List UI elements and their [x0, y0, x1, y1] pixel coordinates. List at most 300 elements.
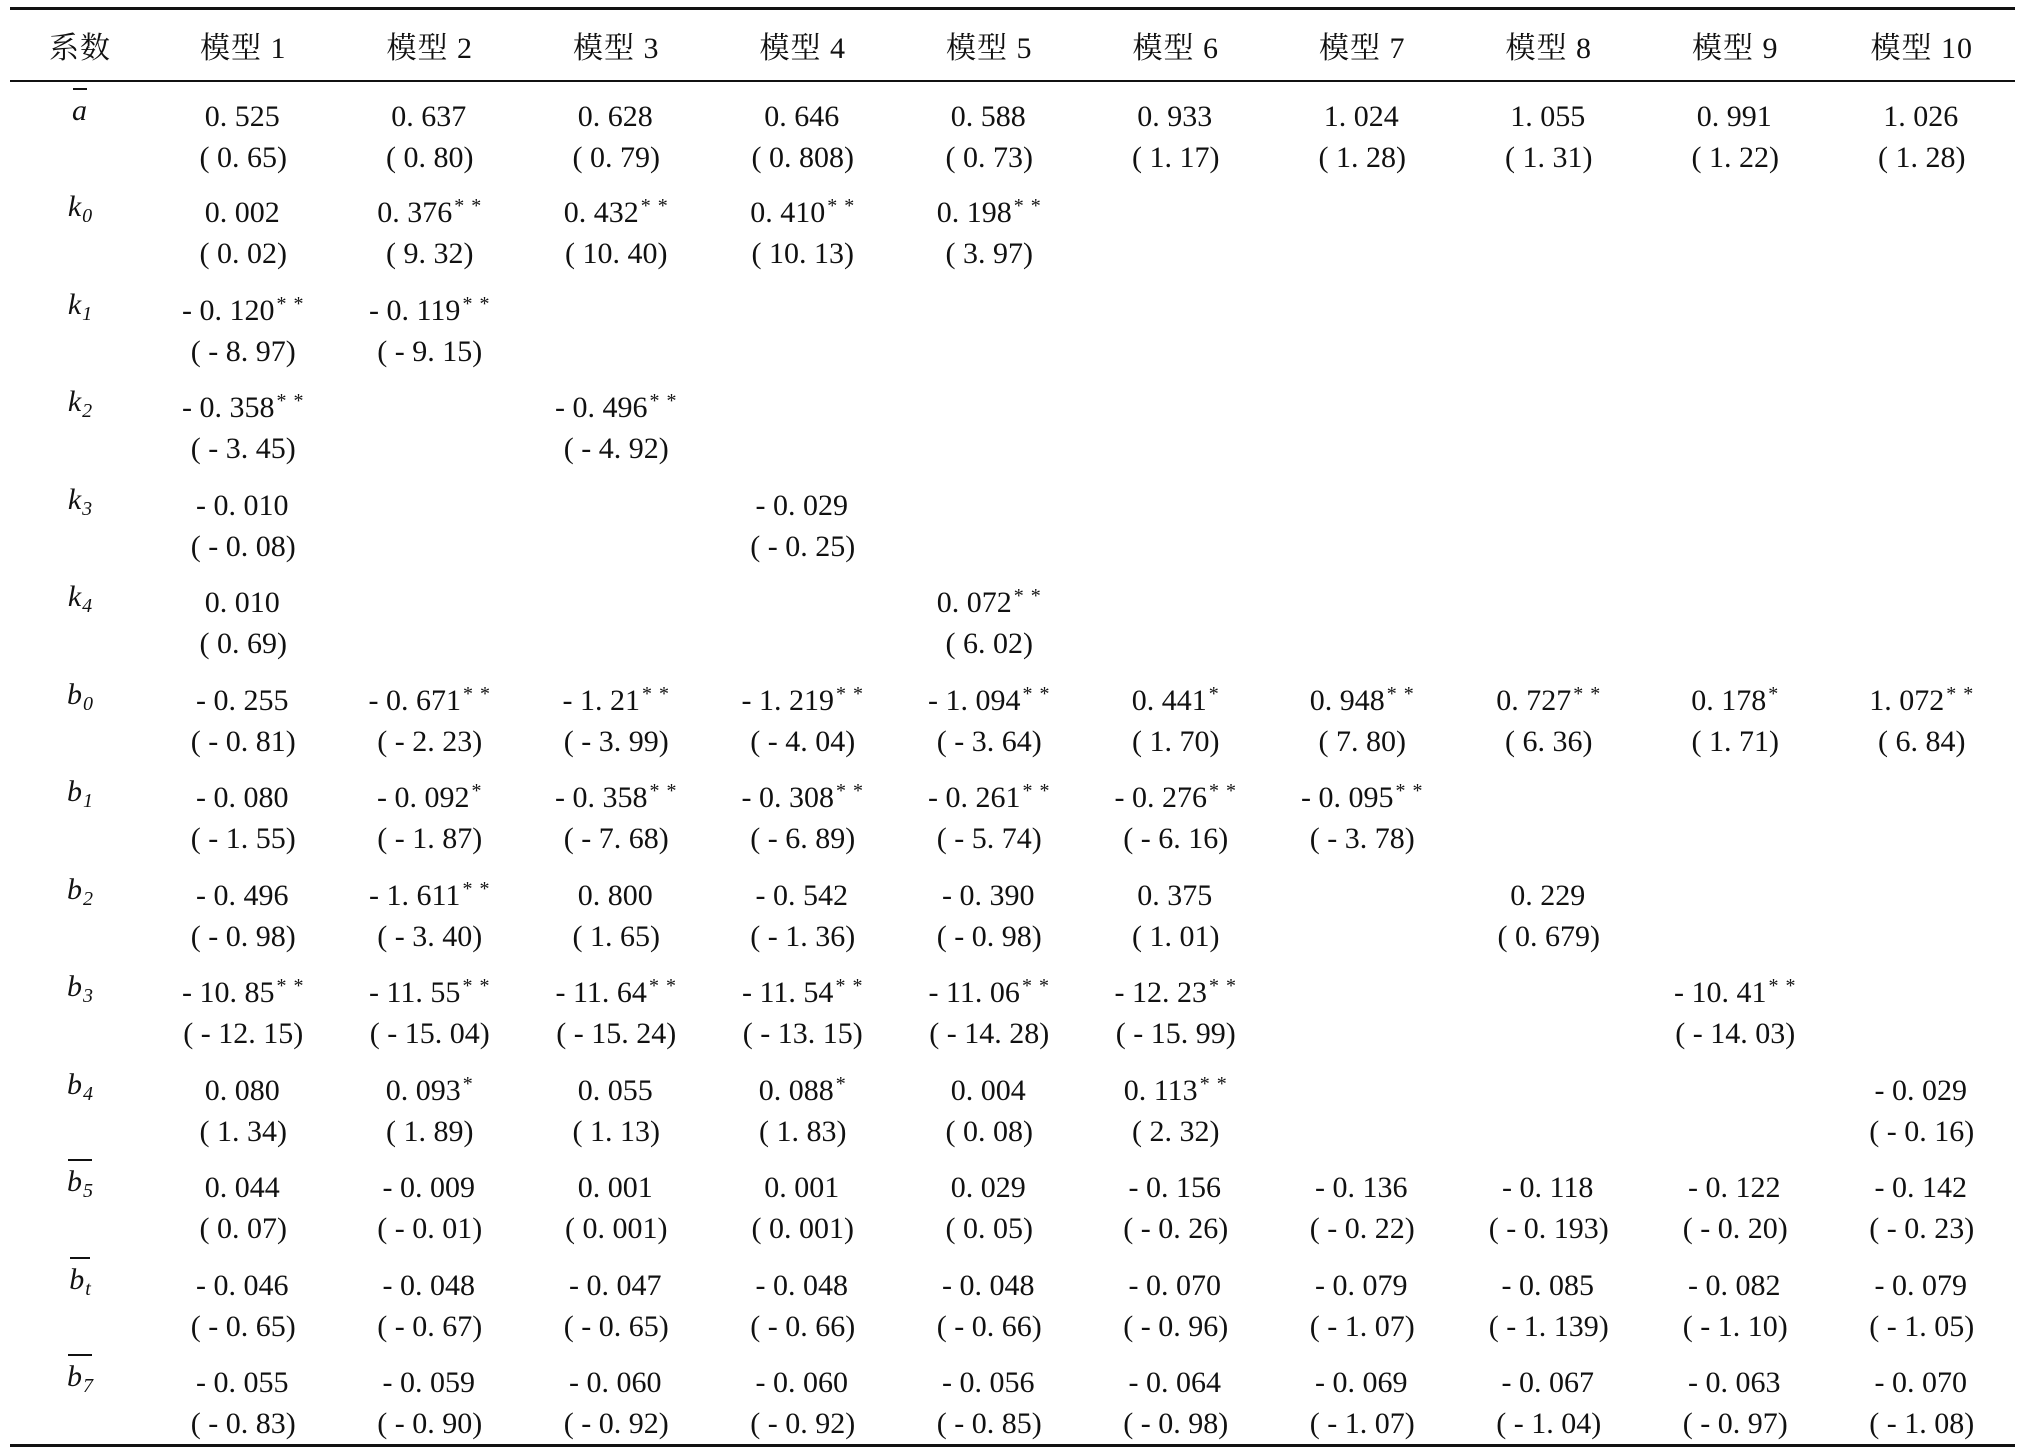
- table-cell: [896, 568, 1083, 666]
- column-header-model-9: 模型 9: [1642, 9, 1829, 81]
- coefficient-value: [337, 90, 524, 137]
- t-statistic: ( - 3. 99): [563, 724, 669, 758]
- significance-stars: *: [835, 1072, 847, 1095]
- coefficient-value: [337, 186, 524, 233]
- variable-name: b: [69, 1262, 85, 1296]
- coefficient-value: [896, 186, 1083, 233]
- significance-stars: * *: [462, 292, 491, 315]
- significance-stars: *: [1208, 682, 1220, 705]
- coefficient-value: [1642, 284, 1829, 331]
- t-statistic: ( - 5. 74): [936, 822, 1042, 855]
- table-cell: [1829, 1251, 2016, 1349]
- coefficient-number: - 0. 255: [196, 683, 289, 717]
- table-row: [10, 81, 2015, 179]
- variable-symbol: [69, 1259, 91, 1310]
- table-cell: [1456, 1056, 1643, 1154]
- coefficient-number: - 0. 029: [1874, 1073, 1967, 1107]
- significance-stars: * *: [462, 975, 491, 997]
- variable-name: k: [67, 580, 82, 613]
- table-cell: [1269, 1348, 1456, 1446]
- coefficient-number: - 0. 070: [1128, 1268, 1221, 1302]
- t-statistic: ( - 15. 24): [556, 1017, 677, 1050]
- variable-subscript: 7: [83, 1375, 93, 1397]
- t-statistic: ( - 0. 20): [1682, 1212, 1788, 1245]
- table-cell: [150, 1348, 337, 1446]
- t-statistic: ( - 12. 15): [183, 1017, 304, 1050]
- coefficient-value: [1642, 869, 1829, 916]
- t-statistic: ( 0. 679): [1497, 919, 1600, 953]
- coefficient-value: [523, 674, 710, 721]
- t-statistic: ( - 0. 66): [750, 1309, 856, 1343]
- t-statistic: ( - 1. 08): [1869, 1407, 1975, 1440]
- table-cell: [710, 178, 897, 276]
- table-row: [10, 471, 2015, 569]
- table-cell: [1269, 1056, 1456, 1154]
- table-cell: [1829, 958, 2016, 1056]
- coefficient-value: [1456, 771, 1643, 818]
- table-cell: [1083, 958, 1270, 1056]
- coefficient-number: 0. 088: [758, 1073, 834, 1107]
- coefficient-value: [1829, 479, 2016, 526]
- table-cell: [1269, 471, 1456, 569]
- table-cell: [523, 666, 710, 764]
- variable-name: b: [67, 775, 82, 808]
- variable-subscript: 5: [83, 1180, 93, 1202]
- table-cell: [523, 1348, 710, 1446]
- table-row: [10, 958, 2015, 1056]
- t-statistic: ( 3. 97): [945, 237, 1033, 270]
- coefficient-value: [710, 674, 897, 721]
- coefficient-number: - 0. 092: [377, 781, 470, 814]
- coefficient-value: [710, 381, 897, 428]
- table-cell: [337, 81, 524, 179]
- table-cell: [1269, 861, 1456, 959]
- t-statistic: ( - 0. 83): [190, 1407, 296, 1440]
- row-label: [10, 178, 150, 276]
- table-cell: [523, 1056, 710, 1154]
- coefficient-value: [523, 966, 710, 1013]
- table-cell: [150, 81, 337, 179]
- coefficient-value: [1083, 90, 1270, 137]
- column-header-model-3: 模型 3: [523, 9, 710, 81]
- coefficient-value: [710, 284, 897, 331]
- coefficient-value: [896, 90, 1083, 137]
- t-statistic: ( - 3. 45): [190, 432, 296, 465]
- t-statistic: ( 0. 69): [199, 627, 287, 660]
- row-label: [10, 1251, 150, 1349]
- table-cell: [1829, 568, 2016, 666]
- table-cell: [1642, 861, 1829, 959]
- t-statistic: ( - 8. 97): [190, 334, 296, 368]
- coefficient-number: 0. 525: [204, 99, 280, 133]
- t-statistic: ( - 0. 92): [563, 1407, 669, 1440]
- coefficient-number: 0. 628: [577, 99, 653, 133]
- table-cell: [896, 1348, 1083, 1446]
- coefficient-value: [896, 869, 1083, 916]
- column-header-model-6: 模型 6: [1083, 9, 1270, 81]
- table-cell: [1083, 1056, 1270, 1154]
- row-label: [10, 1348, 150, 1446]
- significance-stars: * *: [1013, 585, 1042, 607]
- table-cell: [710, 861, 897, 959]
- coefficient-number: - 0. 142: [1874, 1171, 1967, 1204]
- significance-stars: * *: [827, 195, 856, 217]
- t-statistic: ( - 0. 85): [936, 1407, 1042, 1440]
- variable-symbol: [68, 381, 92, 432]
- t-statistic: ( 7. 80): [1318, 724, 1406, 758]
- table-cell: [1829, 1056, 2016, 1154]
- t-statistic: ( 1. 34): [199, 1114, 287, 1148]
- coefficient-value: [1083, 576, 1270, 623]
- variable-symbol: [67, 1161, 93, 1212]
- coefficient-value: [896, 284, 1083, 331]
- column-header-model-7: 模型 7: [1269, 9, 1456, 81]
- coefficient-value: [1456, 1259, 1643, 1306]
- table-cell: [1829, 1348, 2016, 1446]
- table-cell: [337, 471, 524, 569]
- coefficient-number: - 12. 23: [1114, 976, 1207, 1009]
- table-cell: [523, 958, 710, 1056]
- coefficient-number: - 0. 060: [755, 1366, 848, 1399]
- significance-stars: * *: [1021, 975, 1050, 997]
- coefficient-value: [710, 869, 897, 916]
- coefficient-value: [1829, 771, 2016, 818]
- table-cell: [896, 81, 1083, 179]
- coefficient-value: [523, 186, 710, 233]
- coefficient-value: [710, 90, 897, 137]
- table-cell: [896, 763, 1083, 861]
- coefficient-value: [337, 479, 524, 526]
- coefficient-value: [1456, 186, 1643, 233]
- t-statistic: ( - 0. 26): [1123, 1212, 1229, 1245]
- table-cell: [1829, 81, 2016, 179]
- coefficient-value: [1269, 674, 1456, 721]
- coefficient-value: [1642, 576, 1829, 623]
- coefficient-value: [337, 1259, 524, 1306]
- coefficient-number: - 0. 082: [1688, 1268, 1781, 1302]
- table-cell: [150, 1153, 337, 1251]
- coefficient-number: - 0. 496: [555, 391, 648, 424]
- significance-stars: * *: [276, 975, 305, 997]
- variable-symbol: [68, 576, 92, 627]
- t-statistic: ( 10. 13): [751, 237, 854, 270]
- row-label: [10, 763, 150, 861]
- t-statistic: ( - 0. 65): [563, 1309, 669, 1343]
- coefficient-value: [523, 90, 710, 137]
- coefficient-number: - 11. 06: [928, 976, 1020, 1009]
- table-cell: [150, 861, 337, 959]
- table-cell: [1083, 666, 1270, 764]
- table-cell: [1456, 958, 1643, 1056]
- t-statistic: ( - 0. 97): [1682, 1407, 1788, 1440]
- variable-symbol: [68, 479, 92, 530]
- table-cell: [523, 178, 710, 276]
- coefficient-number: - 0. 059: [382, 1366, 475, 1399]
- coefficient-number: - 0. 048: [382, 1268, 475, 1302]
- significance-stars: * *: [642, 682, 670, 705]
- table-cell: [1642, 471, 1829, 569]
- coefficient-number: 0. 010: [204, 586, 280, 619]
- table-cell: [710, 471, 897, 569]
- coefficient-number: 0. 432: [563, 196, 639, 229]
- coefficient-value: [523, 284, 710, 331]
- coefficient-value: [1829, 186, 2016, 233]
- coefficient-value: [1269, 284, 1456, 331]
- coefficient-number: 0. 029: [950, 1171, 1026, 1204]
- t-statistic: ( 0. 001): [751, 1212, 854, 1245]
- coefficient-value: [896, 674, 1083, 721]
- t-statistic: ( - 13. 15): [742, 1017, 863, 1050]
- table-cell: [523, 373, 710, 471]
- coefficient-value: [1083, 186, 1270, 233]
- significance-stars: * *: [276, 390, 305, 412]
- t-statistic: ( 0. 02): [199, 237, 287, 270]
- coefficient-value: [1456, 869, 1643, 916]
- variable-symbol: [67, 966, 93, 1017]
- t-statistic: ( - 15. 99): [1115, 1017, 1236, 1050]
- coefficient-number: - 0. 048: [755, 1268, 848, 1302]
- table-cell: [337, 178, 524, 276]
- row-label: [10, 958, 150, 1056]
- column-header-model-1: 模型 1: [150, 9, 337, 81]
- table-cell: [710, 666, 897, 764]
- table-cell: [896, 1251, 1083, 1349]
- coefficient-value: [896, 576, 1083, 623]
- table-cell: [337, 861, 524, 959]
- coefficient-value: [1269, 186, 1456, 233]
- significance-stars: * *: [648, 975, 677, 997]
- column-header-model-2: 模型 2: [337, 9, 524, 81]
- coefficient-value: [896, 381, 1083, 428]
- table-row: [10, 276, 2015, 374]
- coefficient-value: [337, 1356, 524, 1403]
- table-cell: [1083, 1348, 1270, 1446]
- coefficient-value: [1269, 90, 1456, 137]
- variable-name: b: [67, 872, 82, 906]
- table-cell: [1829, 666, 2016, 764]
- coefficient-number: - 10. 85: [182, 976, 275, 1009]
- table-cell: [1829, 1153, 2016, 1251]
- significance-stars: *: [471, 780, 483, 802]
- variable-symbol: [67, 674, 93, 725]
- table-cell: [1642, 1348, 1829, 1446]
- coefficient-value: [523, 1356, 710, 1403]
- table-cell: [1456, 666, 1643, 764]
- coefficient-value: [710, 186, 897, 233]
- table-cell: [1456, 178, 1643, 276]
- table-cell: [710, 958, 897, 1056]
- coefficient-number: - 0. 120: [182, 293, 275, 327]
- table-cell: [1642, 1056, 1829, 1154]
- significance-stars: * *: [1946, 682, 1975, 705]
- coefficient-number: - 11. 54: [742, 976, 834, 1009]
- t-statistic: ( - 4. 04): [750, 724, 856, 758]
- significance-stars: * *: [640, 195, 669, 217]
- table-cell: [1642, 666, 1829, 764]
- significance-stars: * *: [836, 780, 864, 802]
- t-statistic: ( 1. 17): [1132, 140, 1220, 174]
- t-statistic: ( - 15. 04): [369, 1017, 490, 1050]
- table-cell: [1083, 81, 1270, 179]
- coefficient-number: - 0. 060: [569, 1366, 662, 1399]
- coefficient-value: [1456, 1064, 1643, 1111]
- table-cell: [710, 373, 897, 471]
- coefficient-number: - 0. 046: [196, 1268, 289, 1302]
- t-statistic: ( - 14. 28): [929, 1017, 1050, 1050]
- t-statistic: ( - 0. 81): [190, 724, 296, 758]
- table-cell: [1642, 1251, 1829, 1349]
- table-row: [10, 1251, 2015, 1349]
- coefficient-value: [150, 186, 337, 233]
- coefficient-value: [150, 966, 337, 1013]
- coefficient-value: [1642, 90, 1829, 137]
- column-header-model-10: 模型 10: [1829, 9, 2016, 81]
- coefficient-number: - 1. 611: [369, 878, 461, 912]
- t-statistic: ( 1. 31): [1505, 140, 1593, 174]
- coefficient-value: [337, 1064, 524, 1111]
- coefficient-value: [1269, 381, 1456, 428]
- coefficient-number: 0. 376: [377, 196, 453, 229]
- coefficient-value: [1083, 284, 1270, 331]
- coefficient-number: 0. 113: [1123, 1073, 1198, 1107]
- table-row: [10, 373, 2015, 471]
- table-cell: [1642, 568, 1829, 666]
- table-cell: [1642, 276, 1829, 374]
- t-statistic: ( - 3. 40): [377, 919, 483, 953]
- significance-stars: * *: [1209, 780, 1237, 802]
- t-statistic: ( - 9. 15): [377, 334, 483, 368]
- t-statistic: ( 1. 89): [386, 1114, 474, 1148]
- variable-subscript: 2: [83, 887, 93, 910]
- row-label: [10, 471, 150, 569]
- coefficient-value: [337, 284, 524, 331]
- table-cell: [150, 178, 337, 276]
- table-cell: [523, 763, 710, 861]
- t-statistic: ( - 0. 25): [750, 529, 856, 563]
- coefficient-number: - 0. 308: [741, 781, 834, 814]
- row-label: [10, 1153, 150, 1251]
- t-statistic: ( 0. 73): [945, 140, 1033, 174]
- coefficient-number: - 0. 496: [196, 878, 289, 912]
- coefficient-number: 0. 637: [391, 99, 467, 133]
- coefficient-number: - 0. 136: [1315, 1171, 1408, 1204]
- coefficient-value: [1829, 90, 2016, 137]
- coefficient-value: [337, 869, 524, 916]
- coefficient-value: [523, 1161, 710, 1208]
- variable-name: b: [67, 677, 82, 711]
- variable-name: k: [67, 287, 82, 321]
- table-cell: [150, 471, 337, 569]
- table-cell: [337, 1153, 524, 1251]
- coefficient-number: 0. 044: [204, 1171, 280, 1204]
- table-cell: [1829, 178, 2016, 276]
- row-label: [10, 861, 150, 959]
- t-statistic: ( - 6. 16): [1123, 822, 1229, 855]
- t-statistic: ( 0. 80): [386, 140, 474, 174]
- table-cell: [896, 861, 1083, 959]
- t-statistic: ( - 0. 16): [1869, 1114, 1975, 1148]
- t-statistic: ( 0. 79): [572, 140, 660, 174]
- coefficient-value: [710, 771, 897, 818]
- coefficient-value: [896, 1356, 1083, 1403]
- variable-symbol: [67, 1356, 93, 1407]
- table-cell: [337, 1348, 524, 1446]
- coefficient-value: [337, 381, 524, 428]
- table-cell: [1829, 471, 2016, 569]
- coefficient-number: - 1. 219: [741, 683, 834, 717]
- table-cell: [523, 861, 710, 959]
- coefficient-value: [1642, 1259, 1829, 1306]
- coefficient-number: - 11. 64: [555, 976, 647, 1009]
- variable-subscript: 0: [83, 692, 93, 715]
- coefficient-number: 0. 055: [577, 1073, 653, 1107]
- coefficient-value: [1829, 284, 2016, 331]
- table-cell: [1269, 958, 1456, 1056]
- variable-subscript: 3: [82, 497, 93, 520]
- coefficient-value: [523, 869, 710, 916]
- coefficient-value: [1456, 381, 1643, 428]
- coefficient-value: [1642, 381, 1829, 428]
- coefficient-number: - 0. 085: [1501, 1268, 1594, 1302]
- table-row: [10, 1056, 2015, 1154]
- coefficient-number: 0. 072: [936, 586, 1012, 619]
- table-cell: [150, 568, 337, 666]
- table-cell: [1456, 763, 1643, 861]
- table-cell: [896, 666, 1083, 764]
- significance-stars: * *: [1573, 682, 1602, 705]
- t-statistic: ( - 0. 67): [377, 1309, 483, 1343]
- table-cell: [150, 958, 337, 1056]
- table-cell: [1083, 1153, 1270, 1251]
- table-cell: [1269, 373, 1456, 471]
- row-label: [10, 81, 150, 179]
- variable-subscript: 2: [82, 400, 93, 422]
- coefficient-value: [710, 1161, 897, 1208]
- t-statistic: ( 0. 808): [751, 140, 854, 174]
- coefficient-value: [337, 674, 524, 721]
- coefficient-value: [1456, 479, 1643, 526]
- t-statistic: ( 6. 36): [1505, 724, 1593, 758]
- coefficient-value: [337, 1161, 524, 1208]
- column-header-model-4: 模型 4: [710, 9, 897, 81]
- table-cell: [337, 666, 524, 764]
- significance-stars: * *: [1013, 195, 1042, 217]
- table-cell: [1456, 861, 1643, 959]
- table-cell: [710, 276, 897, 374]
- coefficient-number: - 0. 069: [1315, 1366, 1408, 1399]
- t-statistic: ( 6. 84): [1878, 724, 1966, 758]
- coefficient-number: - 0. 063: [1688, 1366, 1781, 1399]
- coefficient-value: [1083, 479, 1270, 526]
- table-cell: [710, 1348, 897, 1446]
- t-statistic: ( - 1. 07): [1309, 1309, 1415, 1343]
- t-statistic: ( 0. 05): [945, 1212, 1033, 1245]
- variable-name: k: [67, 482, 82, 516]
- t-statistic: ( - 1. 55): [190, 822, 296, 855]
- coefficient-value: [1642, 771, 1829, 818]
- coefficient-value: [1269, 771, 1456, 818]
- coefficient-value: [150, 869, 337, 916]
- table-cell: [896, 373, 1083, 471]
- t-statistic: ( - 7. 68): [563, 822, 669, 855]
- t-statistic: ( - 0. 96): [1123, 1309, 1229, 1343]
- coefficient-value: [523, 576, 710, 623]
- coefficient-value: [1456, 284, 1643, 331]
- t-statistic: ( - 0. 65): [190, 1309, 296, 1343]
- t-statistic: ( 1. 28): [1878, 140, 1966, 174]
- table-cell: [1456, 471, 1643, 569]
- coefficient-value: [710, 1259, 897, 1306]
